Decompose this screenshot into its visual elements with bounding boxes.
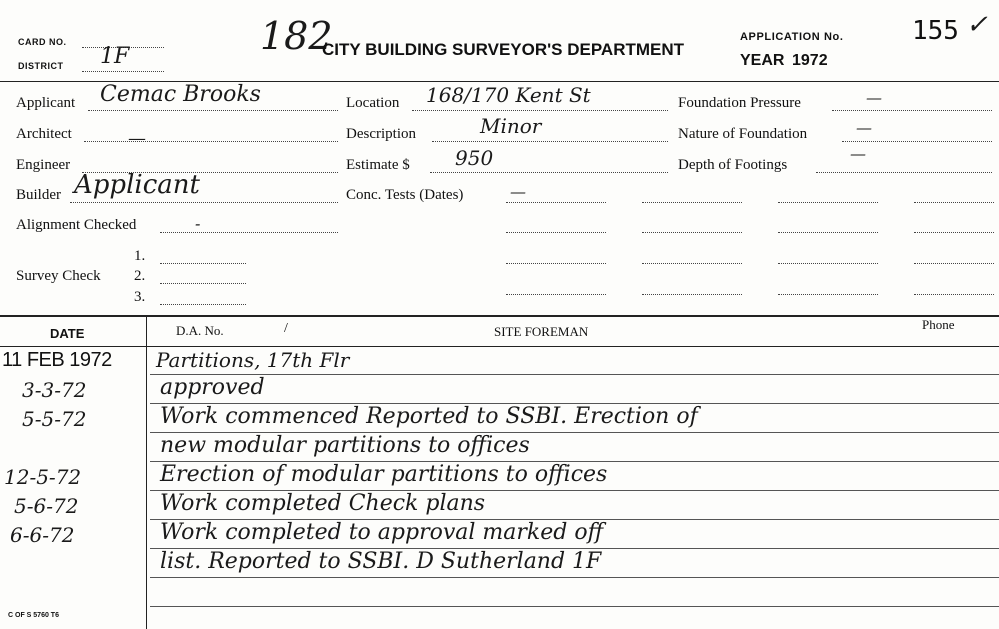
depth-of-footings-value: — [850, 144, 866, 163]
applicant-value: Cemac Brooks [100, 82, 261, 107]
conc-line-d2 [914, 232, 994, 233]
row-entry: Work completed Check plans [160, 491, 486, 516]
estimate-label: Estimate $ [346, 157, 410, 173]
conc-line-c4 [778, 294, 878, 295]
conc-line-d4 [914, 294, 994, 295]
location-line [412, 110, 668, 111]
description-label: Description [346, 126, 416, 142]
row-rule [150, 606, 999, 607]
foundation-pressure-value: — [866, 88, 882, 107]
nature-of-foundation-value: — [856, 118, 872, 137]
table-row [0, 346, 999, 375]
foundation-pressure-label: Foundation Pressure [678, 95, 801, 111]
row-entry: Partitions, 17th Flr [156, 348, 350, 372]
survey-line-2 [160, 283, 246, 284]
row-entry: Work completed to approval marked off [160, 520, 604, 545]
conc-line-d3 [914, 263, 994, 264]
year-value: 1972 [792, 52, 828, 69]
architect-value: — [128, 128, 146, 149]
table-row [0, 578, 999, 607]
survey-check-3: 3. [134, 289, 146, 305]
row-date: 6-6-72 [10, 523, 75, 547]
row-date: 3-3-72 [22, 378, 87, 402]
phone-column-header: Phone [922, 317, 955, 332]
card-no-value: 182 [260, 14, 333, 58]
conc-line-b3 [642, 263, 742, 264]
table-row [0, 462, 999, 491]
conc-line-c1 [778, 202, 878, 203]
nature-of-foundation-label: Nature of Foundation [678, 126, 808, 142]
row-date: 12-5-72 [4, 465, 82, 489]
conc-line-b2 [642, 232, 742, 233]
description-line [432, 141, 668, 142]
estimate-value: 950 [455, 146, 494, 170]
alignment-line [160, 232, 338, 233]
table-row [0, 375, 999, 404]
row-entry: approved [160, 375, 265, 400]
year-label: YEAR [740, 52, 785, 69]
checkmark-icon: ✓ [966, 10, 988, 40]
district-line [82, 71, 164, 72]
district-label: DISTRICT [18, 61, 64, 71]
card-no-label: CARD NO. [18, 37, 67, 47]
table-top-border [0, 315, 999, 317]
architect-line [84, 141, 338, 142]
conc-line-a3 [506, 263, 606, 264]
department-title: CITY BUILDING SURVEYOR'S DEPARTMENT [322, 40, 685, 59]
builder-value: Applicant [74, 170, 200, 200]
location-label: Location [346, 95, 400, 111]
conc-tests-value: — [510, 182, 526, 201]
row-entry: new modular partitions to offices [160, 433, 530, 458]
row-entry: Work commenced Reported to SSBI. Erection of [160, 404, 698, 429]
applicant-line [88, 110, 338, 111]
conc-line-a4 [506, 294, 606, 295]
survey-check-1: 1. [134, 248, 146, 264]
builder-label: Builder [16, 187, 61, 203]
row-entry: Erection of modular partitions to offices [160, 462, 608, 487]
architect-label: Architect [16, 126, 72, 142]
conc-line-c2 [778, 232, 878, 233]
description-value: Minor [480, 114, 542, 138]
table-row [0, 491, 999, 520]
applicant-label: Applicant [16, 95, 76, 111]
builder-line [70, 202, 338, 203]
conc-line-c3 [778, 263, 878, 264]
date-column-header: DATE [50, 326, 85, 341]
alignment-value: - [195, 214, 201, 233]
da-no-slash: / [284, 321, 288, 336]
survey-check-label: Survey Check [16, 268, 101, 284]
table-row [0, 404, 999, 433]
conc-line-b4 [642, 294, 742, 295]
estimate-line [430, 172, 668, 173]
row-date: 11 FEB 1972 [2, 349, 112, 371]
survey-check-2: 2. [134, 268, 146, 284]
conc-line-a2 [506, 232, 606, 233]
table-row [0, 433, 999, 462]
application-no-value: 155 [912, 16, 959, 46]
foundation-pressure-line [832, 110, 992, 111]
site-foreman-column-header: SITE FOREMAN [494, 324, 589, 339]
row-date: 5-6-72 [14, 494, 79, 518]
depth-of-footings-label: Depth of Footings [678, 157, 788, 173]
da-no-column-header: D.A. No. [176, 323, 224, 338]
form-code: C OF S 5760 T6 [8, 612, 59, 619]
table-row [0, 520, 999, 549]
application-no-label: APPLICATION No. [740, 31, 844, 43]
conc-line-b1 [642, 202, 742, 203]
location-value: 168/170 Kent St [426, 83, 591, 107]
conc-line-a1 [506, 202, 606, 203]
depth-of-footings-line [816, 172, 992, 173]
conc-line-d1 [914, 202, 994, 203]
engineer-label: Engineer [16, 157, 71, 173]
survey-line-1 [160, 263, 246, 264]
row-date: 5-5-72 [22, 407, 87, 431]
row-entry: list. Reported to SSBI. D Sutherland 1F [160, 549, 602, 574]
survey-line-3 [160, 304, 246, 305]
nature-of-foundation-line [842, 141, 992, 142]
district-value: 1F [100, 44, 130, 69]
table-row [0, 549, 999, 578]
alignment-checked-label: Alignment Checked [16, 217, 137, 233]
conc-tests-label: Conc. Tests (Dates) [346, 187, 464, 203]
